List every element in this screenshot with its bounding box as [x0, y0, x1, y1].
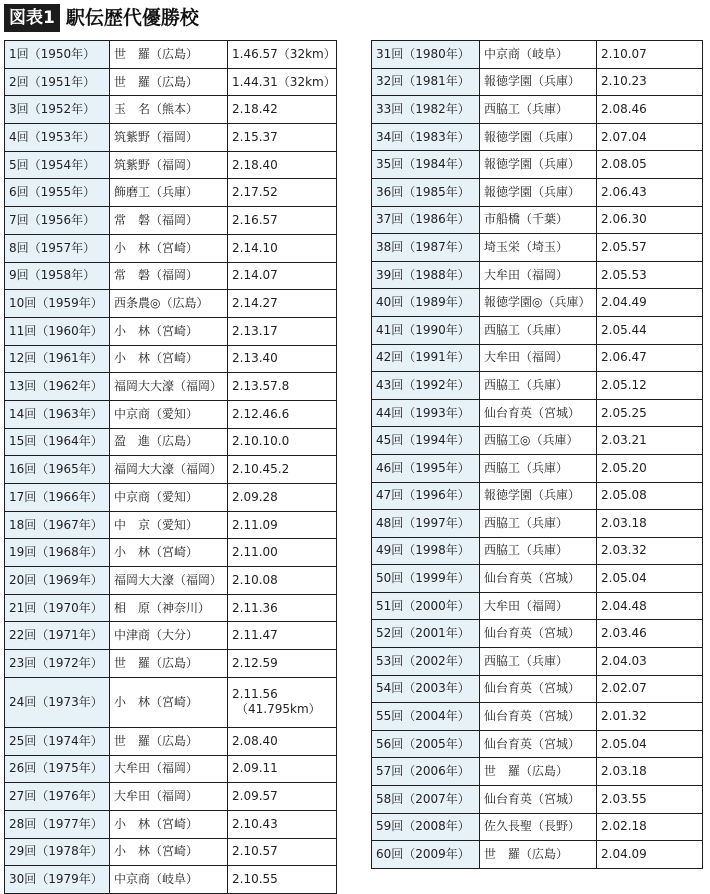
edition-cell: 43回（1992年） — [372, 372, 480, 400]
time-cell: 2.14.07 — [228, 262, 337, 290]
winner-cell: 世 羅（広島） — [110, 41, 228, 69]
time-cell: 2.05.20 — [597, 454, 703, 482]
time-cell: 2.18.42 — [228, 96, 337, 124]
winner-cell: 報徳学園（兵庫） — [480, 123, 597, 151]
edition-cell: 42回（1991年） — [372, 344, 480, 372]
edition-cell: 35回（1984年） — [372, 151, 480, 179]
edition-cell: 53回（2002年） — [372, 648, 480, 676]
table-row — [5, 783, 337, 811]
winner-cell: 小 林（宮崎） — [110, 677, 228, 727]
winner-cell: 中 京（愛知） — [110, 511, 228, 539]
table-row — [5, 428, 337, 456]
winner-cell: 大牟田（福岡） — [110, 755, 228, 783]
table-row — [372, 537, 703, 565]
edition-cell: 16回（1965年） — [5, 456, 110, 484]
winner-cell: 仙台育英（宮城） — [480, 730, 597, 758]
time-cell: 2.10.43 — [228, 810, 337, 838]
results-table-right — [371, 40, 703, 869]
time-cell: 2.13.17 — [228, 317, 337, 345]
winner-cell: 西脇工◎（兵庫） — [480, 427, 597, 455]
edition-cell: 23回（1972年） — [5, 650, 110, 678]
time-cell: 2.06.30 — [597, 206, 703, 234]
winner-cell: 報徳学園（兵庫） — [480, 178, 597, 206]
winner-cell: 大牟田（福岡） — [480, 344, 597, 372]
time-cell: 2.05.53 — [597, 261, 703, 289]
edition-cell: 10回（1959年） — [5, 290, 110, 318]
winner-cell: 西脇工（兵庫） — [480, 372, 597, 400]
edition-cell: 34回（1983年） — [372, 123, 480, 151]
time-cell: 2.05.12 — [597, 372, 703, 400]
edition-cell: 55回（2004年） — [372, 703, 480, 731]
table-row — [372, 151, 703, 179]
winner-cell: 中京商（愛知） — [110, 484, 228, 512]
table-row — [5, 234, 337, 262]
winner-cell: 筑紫野（福岡） — [110, 151, 228, 179]
edition-cell: 32回（1981年） — [372, 68, 480, 96]
winner-cell: 報徳学園（兵庫） — [480, 482, 597, 510]
table-row — [5, 755, 337, 783]
edition-cell: 47回（1996年） — [372, 482, 480, 510]
edition-cell: 9回（1958年） — [5, 262, 110, 290]
table-row — [372, 482, 703, 510]
results-table-right-body — [372, 41, 703, 869]
time-cell: 2.03.46 — [597, 620, 703, 648]
winner-cell: 西脇工（兵庫） — [480, 316, 597, 344]
time-cell: 2.10.10.0 — [228, 428, 337, 456]
time-cell: 2.02.07 — [597, 675, 703, 703]
edition-cell: 50回（1999年） — [372, 565, 480, 593]
winner-cell: 報徳学園◎（兵庫） — [480, 289, 597, 317]
table-row — [372, 620, 703, 648]
figure-badge: 図表1 — [4, 4, 60, 32]
winner-cell: 小 林（宮崎） — [110, 234, 228, 262]
winner-cell: 仙台育英（宮城） — [480, 620, 597, 648]
edition-cell: 54回（2003年） — [372, 675, 480, 703]
edition-cell: 21回（1970年） — [5, 594, 110, 622]
edition-cell: 17回（1966年） — [5, 484, 110, 512]
time-cell: 2.09.57 — [228, 783, 337, 811]
edition-cell: 31回（1980年） — [372, 41, 480, 69]
results-table-left — [4, 40, 337, 894]
winner-cell: 世 羅（広島） — [480, 758, 597, 786]
table-row — [372, 786, 703, 814]
winner-cell: 玉 名（熊本） — [110, 96, 228, 124]
table-row — [372, 206, 703, 234]
edition-cell: 46回（1995年） — [372, 454, 480, 482]
table-row — [372, 565, 703, 593]
edition-cell: 36回（1985年） — [372, 178, 480, 206]
table-row — [5, 41, 337, 69]
winner-cell: 小 林（宮崎） — [110, 345, 228, 373]
time-cell: 2.03.55 — [597, 786, 703, 814]
winner-cell: 筑紫野（福岡） — [110, 124, 228, 152]
winner-cell: 世 羅（広島） — [110, 650, 228, 678]
winner-cell: 仙台育英（宮城） — [480, 786, 597, 814]
time-cell: 2.10.45.2 — [228, 456, 337, 484]
time-cell: 2.10.08 — [228, 567, 337, 595]
edition-cell: 6回（1955年） — [5, 179, 110, 207]
time-cell: 2.11.47 — [228, 622, 337, 650]
time-cell: 2.05.57 — [597, 234, 703, 262]
winner-cell: 常 磐（福岡） — [110, 207, 228, 235]
edition-cell: 11回（1960年） — [5, 317, 110, 345]
winner-cell: 福岡大大濠（福岡） — [110, 456, 228, 484]
table-row — [5, 622, 337, 650]
edition-cell: 8回（1957年） — [5, 234, 110, 262]
table-row — [5, 400, 337, 428]
edition-cell: 7回（1956年） — [5, 207, 110, 235]
figure-title: 駅伝歴代優勝校 — [65, 7, 199, 29]
time-cell: 2.10.23 — [597, 68, 703, 96]
time-cell: 2.03.21 — [597, 427, 703, 455]
time-cell: 2.04.03 — [597, 648, 703, 676]
winner-cell: 福岡大大濠（福岡） — [110, 567, 228, 595]
table-row — [5, 345, 337, 373]
time-cell: 2.08.40 — [228, 727, 337, 755]
table-row — [5, 511, 337, 539]
winner-cell: 相 原（神奈川） — [110, 594, 228, 622]
edition-cell: 1回（1950年） — [5, 41, 110, 69]
table-row — [372, 96, 703, 124]
winner-cell: 西脇工（兵庫） — [480, 648, 597, 676]
winner-cell: 世 羅（広島） — [480, 841, 597, 869]
edition-cell: 45回（1994年） — [372, 427, 480, 455]
winner-cell: 大牟田（福岡） — [480, 592, 597, 620]
winner-cell: 世 羅（広島） — [110, 727, 228, 755]
winner-cell: 西条農◎（広島） — [110, 290, 228, 318]
time-cell: 2.14.27 — [228, 290, 337, 318]
edition-cell: 2回（1951年） — [5, 68, 110, 96]
time-cell: 1.44.31（32km） — [228, 68, 337, 96]
edition-cell: 57回（2006年） — [372, 758, 480, 786]
time-cell: 2.14.10 — [228, 234, 337, 262]
table-row — [372, 68, 703, 96]
edition-cell: 41回（1990年） — [372, 316, 480, 344]
table-row — [5, 124, 337, 152]
winner-cell: 小 林（宮崎） — [110, 810, 228, 838]
time-cell: 2.10.07 — [597, 41, 703, 69]
time-cell: 2.03.32 — [597, 537, 703, 565]
edition-cell: 25回（1974年） — [5, 727, 110, 755]
table-row — [5, 68, 337, 96]
table-row — [5, 810, 337, 838]
edition-cell: 39回（1988年） — [372, 261, 480, 289]
edition-cell: 33回（1982年） — [372, 96, 480, 124]
time-cell: 2.07.04 — [597, 123, 703, 151]
time-cell: 2.17.52 — [228, 179, 337, 207]
edition-cell: 40回（1989年） — [372, 289, 480, 317]
time-cell: 2.05.04 — [597, 565, 703, 593]
winner-cell: 佐久長聖（長野） — [480, 813, 597, 841]
table-row — [372, 344, 703, 372]
edition-cell: 30回（1979年） — [5, 866, 110, 894]
time-cell: 2.08.46 — [597, 96, 703, 124]
winner-cell: 世 羅（広島） — [110, 68, 228, 96]
time-note: （41.795km） — [236, 702, 321, 717]
table-row — [5, 539, 337, 567]
winner-cell: 西脇工（兵庫） — [480, 454, 597, 482]
figure-header — [4, 3, 199, 33]
time-cell: 2.09.28 — [228, 484, 337, 512]
edition-cell: 19回（1968年） — [5, 539, 110, 567]
table-row — [5, 594, 337, 622]
time-cell: 2.15.37 — [228, 124, 337, 152]
time-cell — [228, 677, 337, 727]
time-cell: 2.12.59 — [228, 650, 337, 678]
edition-cell: 13回（1962年） — [5, 373, 110, 401]
table-row — [5, 96, 337, 124]
time-cell: 2.11.36 — [228, 594, 337, 622]
winner-cell: 飾磨工（兵庫） — [110, 179, 228, 207]
table-row — [372, 234, 703, 262]
table-row — [372, 261, 703, 289]
table-row — [372, 675, 703, 703]
table-row — [5, 650, 337, 678]
winner-cell: 西脇工（兵庫） — [480, 96, 597, 124]
winner-cell: 福岡大大濠（福岡） — [110, 373, 228, 401]
time-cell: 2.05.44 — [597, 316, 703, 344]
winner-cell: 報徳学園（兵庫） — [480, 68, 597, 96]
winner-cell: 仙台育英（宮城） — [480, 565, 597, 593]
edition-cell: 3回（1952年） — [5, 96, 110, 124]
winner-cell: 小 林（宮崎） — [110, 539, 228, 567]
edition-cell: 51回（2000年） — [372, 592, 480, 620]
edition-cell: 24回（1973年） — [5, 677, 110, 727]
time-cell: 2.09.11 — [228, 755, 337, 783]
time-cell: 2.05.08 — [597, 482, 703, 510]
edition-cell: 58回（2007年） — [372, 786, 480, 814]
time-cell: 2.04.48 — [597, 592, 703, 620]
table-row — [372, 510, 703, 538]
edition-cell: 14回（1963年） — [5, 400, 110, 428]
table-row — [372, 813, 703, 841]
table-row — [372, 730, 703, 758]
winner-cell: 中京商（岐阜） — [110, 866, 228, 894]
table-row — [372, 399, 703, 427]
winner-cell: 仙台育英（宮城） — [480, 399, 597, 427]
edition-cell: 38回（1987年） — [372, 234, 480, 262]
edition-cell: 20回（1969年） — [5, 567, 110, 595]
winner-cell: 大牟田（福岡） — [110, 783, 228, 811]
time-cell: 2.01.32 — [597, 703, 703, 731]
winner-cell: 中京商（岐阜） — [480, 41, 597, 69]
table-row — [5, 484, 337, 512]
time-cell: 2.11.00 — [228, 539, 337, 567]
time-cell: 2.03.18 — [597, 510, 703, 538]
table-row — [5, 838, 337, 866]
winner-cell: 常 磐（福岡） — [110, 262, 228, 290]
table-row — [372, 841, 703, 869]
table-row — [372, 123, 703, 151]
edition-cell: 56回（2005年） — [372, 730, 480, 758]
time-cell: 2.03.18 — [597, 758, 703, 786]
edition-cell: 5回（1954年） — [5, 151, 110, 179]
table-row — [372, 316, 703, 344]
winner-cell: 報徳学園（兵庫） — [480, 151, 597, 179]
time-cell: 2.16.57 — [228, 207, 337, 235]
table-row — [5, 262, 337, 290]
table-row — [372, 427, 703, 455]
table-row — [5, 207, 337, 235]
time-cell: 2.12.46.6 — [228, 400, 337, 428]
time-cell: 2.05.04 — [597, 730, 703, 758]
table-row — [5, 151, 337, 179]
table-row — [372, 648, 703, 676]
time-cell: 2.10.55 — [228, 866, 337, 894]
table-row — [5, 567, 337, 595]
table-row — [5, 456, 337, 484]
edition-cell: 4回（1953年） — [5, 124, 110, 152]
edition-cell: 22回（1971年） — [5, 622, 110, 650]
table-row — [5, 290, 337, 318]
time-cell: 2.10.57 — [228, 838, 337, 866]
time-cell: 2.04.09 — [597, 841, 703, 869]
time-cell: 2.13.40 — [228, 345, 337, 373]
table-row — [5, 373, 337, 401]
edition-cell: 48回（1997年） — [372, 510, 480, 538]
winner-cell: 小 林（宮崎） — [110, 317, 228, 345]
winner-cell: 仙台育英（宮城） — [480, 675, 597, 703]
edition-cell: 60回（2009年） — [372, 841, 480, 869]
time-cell: 2.05.25 — [597, 399, 703, 427]
edition-cell: 28回（1977年） — [5, 810, 110, 838]
winner-cell: 中京商（愛知） — [110, 400, 228, 428]
winner-cell: 西脇工（兵庫） — [480, 510, 597, 538]
time-cell: 2.04.49 — [597, 289, 703, 317]
winner-cell: 大牟田（福岡） — [480, 261, 597, 289]
table-row — [372, 454, 703, 482]
table-row — [372, 41, 703, 69]
table-row — [372, 178, 703, 206]
table-row — [372, 592, 703, 620]
time-cell: 2.06.43 — [597, 178, 703, 206]
table-row — [372, 703, 703, 731]
table-row — [372, 372, 703, 400]
table-row — [372, 758, 703, 786]
winner-cell: 市船橋（千葉） — [480, 206, 597, 234]
edition-cell: 37回（1986年） — [372, 206, 480, 234]
edition-cell: 12回（1961年） — [5, 345, 110, 373]
winner-cell: 小 林（宮崎） — [110, 838, 228, 866]
time-cell: 1.46.57（32km） — [228, 41, 337, 69]
table-row — [5, 317, 337, 345]
winner-cell: 盈 進（広島） — [110, 428, 228, 456]
edition-cell: 27回（1976年） — [5, 783, 110, 811]
table-row — [5, 866, 337, 894]
winner-cell: 西脇工（兵庫） — [480, 537, 597, 565]
winner-cell: 埼玉栄（埼玉） — [480, 234, 597, 262]
time-cell: 2.08.05 — [597, 151, 703, 179]
table-row — [5, 179, 337, 207]
edition-cell: 44回（1993年） — [372, 399, 480, 427]
time-cell: 2.13.57.8 — [228, 373, 337, 401]
time-cell: 2.11.09 — [228, 511, 337, 539]
edition-cell: 18回（1967年） — [5, 511, 110, 539]
time-cell: 2.02.18 — [597, 813, 703, 841]
edition-cell: 49回（1998年） — [372, 537, 480, 565]
winner-cell: 仙台育英（宮城） — [480, 703, 597, 731]
results-table-left-body — [5, 41, 337, 894]
time-value: 2.11.56 — [232, 687, 278, 702]
table-row — [5, 677, 337, 727]
table-row — [372, 289, 703, 317]
edition-cell: 52回（2001年） — [372, 620, 480, 648]
time-cell: 2.18.40 — [228, 151, 337, 179]
winner-cell: 中津商（大分） — [110, 622, 228, 650]
time-cell: 2.06.47 — [597, 344, 703, 372]
edition-cell: 15回（1964年） — [5, 428, 110, 456]
edition-cell: 26回（1975年） — [5, 755, 110, 783]
edition-cell: 59回（2008年） — [372, 813, 480, 841]
edition-cell: 29回（1978年） — [5, 838, 110, 866]
table-row — [5, 727, 337, 755]
